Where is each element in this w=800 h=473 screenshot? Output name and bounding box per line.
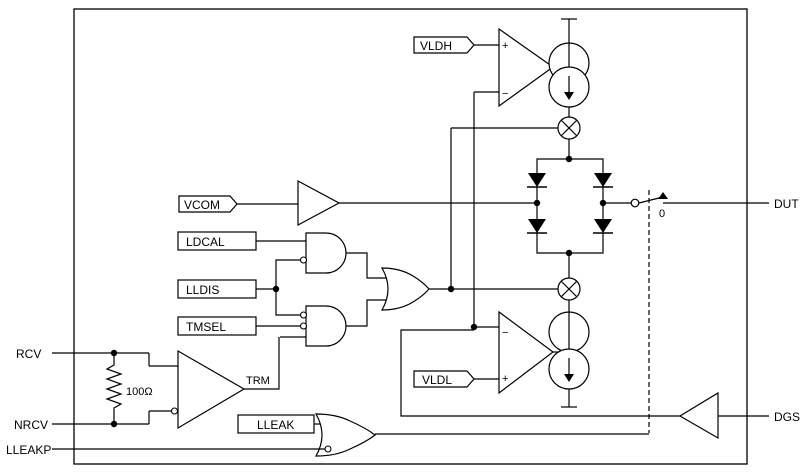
termination-resistor — [107, 353, 121, 424]
svg-text:−: − — [502, 327, 509, 339]
vldl-amplifier — [499, 312, 553, 393]
vcom-buffer — [298, 181, 339, 225]
and-gate-upper — [306, 233, 346, 273]
dut-pin-label: DUT — [774, 197, 799, 211]
svg-text:+: + — [502, 373, 509, 385]
dgs-pin-label: DGS — [774, 410, 800, 424]
svg-text:100Ω: 100Ω — [126, 386, 153, 398]
svg-text:VLDL: VLDL — [422, 373, 453, 387]
vldl-input-group — [414, 371, 499, 387]
dgs-buffer — [680, 393, 718, 438]
svg-text:LLDIS: LLDIS — [186, 283, 220, 297]
vcom-input-group — [179, 196, 298, 212]
svg-text:VCOM: VCOM — [184, 198, 220, 212]
svg-text:LDCAL: LDCAL — [186, 235, 225, 249]
rcv-pin-label: RCV — [16, 347, 42, 361]
or-gate — [382, 268, 429, 310]
top-multiplier — [558, 117, 580, 139]
diode-bridge — [527, 159, 613, 256]
vldh-amplifier — [499, 29, 553, 106]
receiver-comparator — [178, 351, 244, 428]
chip-boundary — [74, 9, 747, 464]
svg-text:−: − — [502, 88, 509, 100]
svg-text:0: 0 — [659, 208, 666, 220]
svg-text:LLEAK: LLEAK — [257, 418, 295, 432]
vldh-label: VLDH — [420, 39, 453, 53]
bottom-multiplier — [558, 278, 580, 300]
output-switch-contact — [631, 199, 639, 207]
vldh-input-group — [414, 37, 499, 53]
trm-label: TRM — [246, 375, 270, 387]
svg-text:+: + — [502, 40, 509, 52]
lleakp-pin-label: LLEAKP — [6, 443, 52, 457]
and-gate-lower — [306, 306, 346, 346]
svg-text:TMSEL: TMSEL — [186, 320, 227, 334]
nrcv-pin-label: NRCV — [14, 418, 49, 432]
